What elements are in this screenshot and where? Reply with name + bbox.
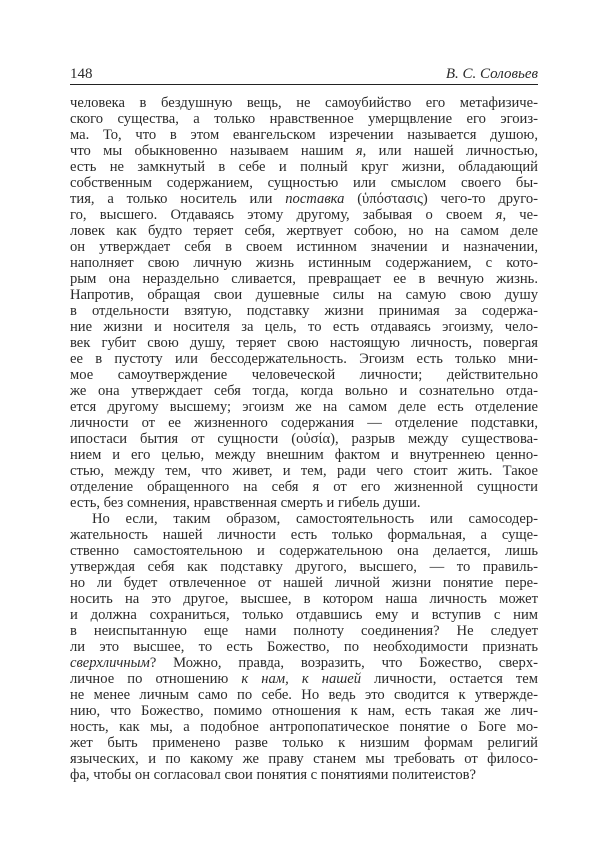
text-line: [70, 399, 538, 415]
text-line: [70, 735, 538, 751]
text-line: [70, 559, 538, 575]
text-line: [70, 191, 538, 207]
text-line: [70, 415, 538, 431]
text-line: [70, 95, 538, 111]
text-line: [70, 223, 538, 239]
text-line: [70, 383, 538, 399]
text-line: [70, 639, 538, 655]
text-segment: но ли будет отвлеченное от нашей личной жизни понятие пере-: [70, 575, 538, 591]
text-line: [70, 463, 538, 479]
text-line: [70, 479, 538, 495]
paragraph: [70, 511, 538, 783]
text-segment: личное по отношению: [70, 671, 242, 687]
text-segment: не менее личным само по себе. Но ведь это сводится к утвержде-: [70, 687, 538, 703]
text-line: [70, 751, 538, 767]
italic-text: поставка: [285, 191, 345, 207]
running-header: [70, 64, 538, 85]
text-segment: ма. То, что в этом евангельском изречении называется душою,: [70, 127, 538, 143]
text-line: [70, 671, 538, 687]
text-line: [70, 175, 538, 191]
italic-text: к нам, к нашей: [241, 671, 362, 687]
text-segment: ность, как мы, а подобное антропопатическое понятие о Боге мо-: [70, 719, 538, 735]
text-segment: стью, между тем, что живет, и тем, ради чего стоит жить. Такое: [70, 463, 538, 479]
text-line: [70, 367, 538, 383]
text-segment: , или нашей личностью,: [362, 143, 539, 159]
text-segment: утверждая себя как подставку другого, высшего, — то правиль-: [70, 559, 538, 575]
text-segment: жательность нашей личности есть только формальная, а суще-: [70, 527, 538, 543]
text-line: [70, 543, 538, 559]
text-segment: наполняет свою личную жизнь истинным содержанием, с кото-: [70, 255, 538, 271]
page-number: 148: [70, 66, 93, 82]
text-line: [70, 767, 538, 783]
text-line: [70, 143, 538, 159]
paragraph: [70, 95, 538, 511]
text-line: [70, 335, 538, 351]
running-head-author: В. С. Соловьев: [445, 66, 538, 82]
text-segment: ипостаси бытия от сущности (οὐσία), разрыв между существова-: [70, 431, 538, 447]
text-line: [70, 687, 538, 703]
text-segment: личности от ее жизненного содержания — отделение подставки,: [70, 415, 538, 431]
text-line: [70, 511, 538, 527]
text-line: [70, 575, 538, 591]
text-segment: фа, чтобы он согласовал свои понятия с понятиями политеистов?: [70, 767, 477, 783]
text-line: [70, 495, 538, 511]
text-line: [70, 591, 538, 607]
italic-text: я: [355, 143, 363, 159]
text-segment: в отдельности взятую, подставку жизни принимая за содержа-: [70, 303, 538, 319]
text-segment: он утверждает себя в своем истинном значении и назначении,: [70, 239, 538, 255]
text-segment: в неиспытанную еще нами полноту соединения? Не следует: [70, 623, 538, 639]
text-line: [70, 431, 538, 447]
text-segment: носить на это другое, высшее, в котором наша личность может: [70, 591, 538, 607]
text-segment: ловек как будто теряет себя, жертвует собою, но на самом деле: [70, 223, 538, 239]
text-segment: (ὑπόστασις) чего-то друго-: [344, 191, 538, 207]
text-segment: , че-: [502, 207, 538, 223]
text-line: [70, 287, 538, 303]
text-line: [70, 207, 538, 223]
italic-text: сверхличным: [70, 655, 150, 671]
text-line: [70, 607, 538, 623]
text-segment: го, высшего. Отдаваясь этому другому, забывая о своем: [70, 207, 496, 223]
text-line: [70, 527, 538, 543]
text-segment: языческих, и по какому же праву станем мы требовать от филосо-: [70, 751, 538, 767]
text-line: [70, 111, 538, 127]
text-line: [70, 127, 538, 143]
text-segment: нию, что Божество, помимо отношения к нам, есть такая же лич-: [70, 703, 538, 719]
text-segment: жет быть применено разве только к низшим формам религий: [70, 735, 538, 751]
text-segment: собственным содержанием, сущностью или смыслом своего бы-: [70, 175, 538, 191]
text-segment: и должна сохраниться, только отдавшись ему и вступив с ним: [70, 607, 538, 623]
text-line: [70, 271, 538, 287]
text-line: [70, 255, 538, 271]
text-segment: личности, остается тем: [361, 671, 538, 687]
text-segment: век губит свою душу, теряет свою настоящую личность, повергая: [70, 335, 538, 351]
text-segment: есть не замкнутый в себе и полный круг жизни, обладающий: [70, 159, 538, 175]
text-segment: рым она нераздельно сливается, превращает ее в вечную жизнь.: [70, 271, 538, 287]
text-segment: ется другому высшему; эгоизм же на самом деле есть отделение: [70, 399, 538, 415]
text-segment: Но если, таким образом, самостоятельность или самосодер-: [92, 511, 538, 527]
text-segment: есть, без сомнения, нравственная смерть и гибель души.: [70, 495, 421, 511]
text-segment: Напротив, обращая свои душевные силы на самую свою душу: [70, 287, 538, 303]
text-segment: что мы обыкновенно называем нашим: [70, 143, 356, 159]
text-segment: мое самоутверждение человеческой личности; действительно: [70, 367, 538, 383]
text-line: [70, 655, 538, 671]
text-segment: ние жизни и носителя за цель, то есть отдаваясь эгоизму, чело-: [70, 319, 538, 335]
text-segment: нием и его целью, между внешним фактом и внутреннею ценно-: [70, 447, 538, 463]
text-line: [70, 351, 538, 367]
text-line: [70, 719, 538, 735]
text-segment: ? Можно, правда, возразить, что Божество, сверх-: [149, 655, 538, 671]
text-line: [70, 239, 538, 255]
italic-text: я: [495, 207, 503, 223]
text-segment: ее в пустоту или бессодержательность. Эгоизм есть только мни-: [70, 351, 538, 367]
text-line: [70, 447, 538, 463]
text-segment: ского существа, а только нравственное умерщвление его эгоиз-: [70, 111, 538, 127]
text-line: [70, 319, 538, 335]
text-segment: ственно самостоятельною и содержательною она делается, лишь: [70, 543, 538, 559]
text-segment: отделение обращенного на себя я от его жизненной сущности: [70, 479, 538, 495]
text-line: [70, 703, 538, 719]
text-segment: тия, а только носитель или: [70, 191, 286, 207]
text-segment: ли это высшее, то есть Божество, по необходимости признать: [70, 639, 538, 655]
text-segment: человека в бездушную вещь, не самоубийство его метафизиче-: [70, 95, 538, 111]
text-line: [70, 159, 538, 175]
text-line: [70, 303, 538, 319]
body-text: [70, 95, 538, 783]
text-line: [70, 623, 538, 639]
text-segment: же она утверждает себя тогда, когда вольно и сознательно отда-: [70, 383, 538, 399]
